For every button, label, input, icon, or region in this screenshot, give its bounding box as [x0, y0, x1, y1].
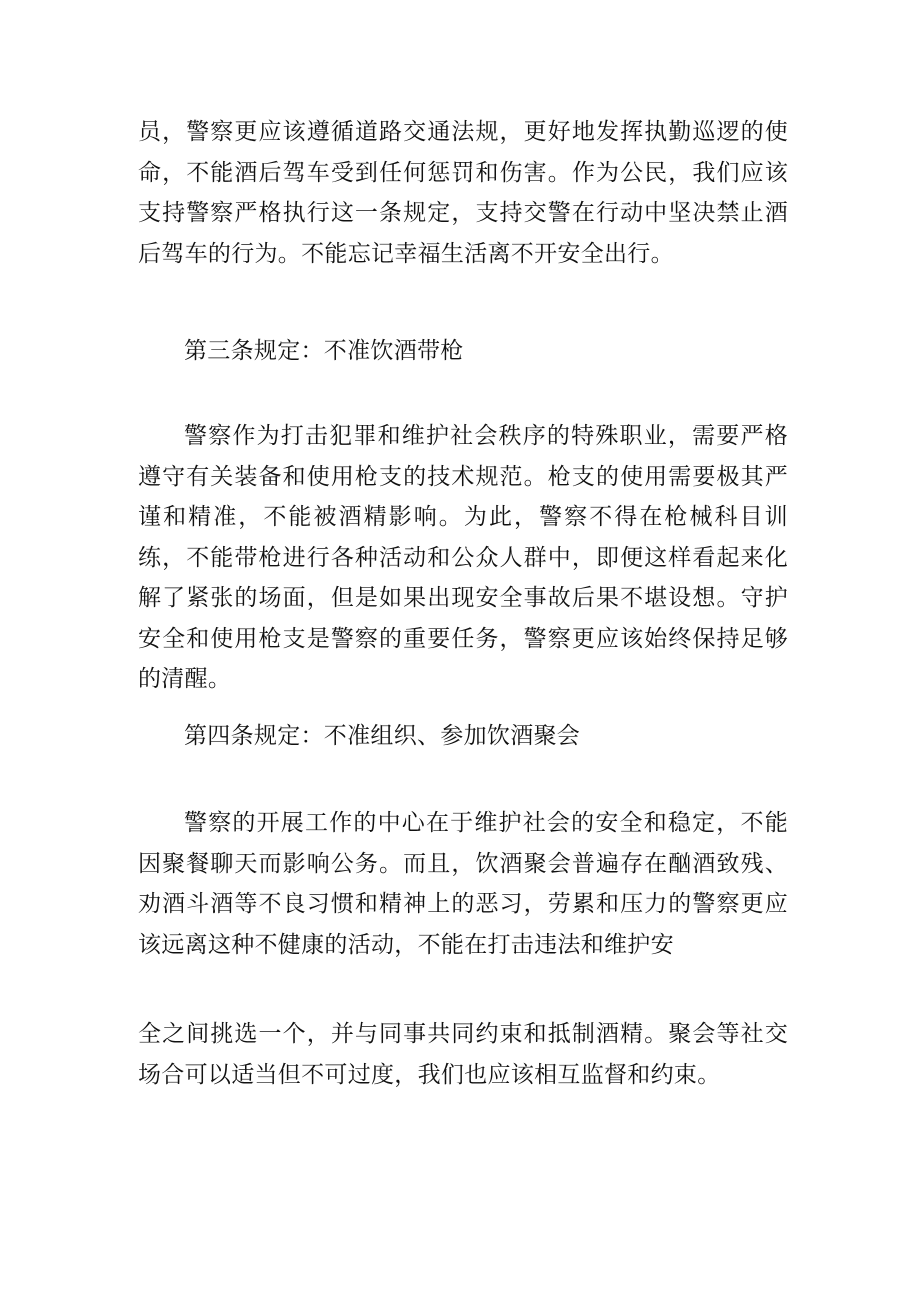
- paragraph-rule-four: 警察的开展工作的中心在于维护社会的安全和稳定，不能因聚餐聊天而影响公务。而且，饮酒聚会普遍存在酗酒致残、劝酒斗酒等不良习惯和精神上的恶习，劳累和压力的警察更应该远离这种不健康的活动，不能在打击违法和维护安: [138, 810, 788, 958]
- paragraph-drunk-driving-continued: 员，警察更应该遵循道路交通法规，更好地发挥执勤巡逻的使命，不能酒后驾车受到任何惩罚和伤害。作为公民，我们应该支持警察严格执行这一条规定，支持交警在行动中坚决禁止酒后驾车的行为。不能忘记幸福生活离不开安全出行。: [138, 119, 788, 267]
- paragraph-rule-three: 警察作为打击犯罪和维护社会秩序的特殊职业，需要严格遵守有关装备和使用枪支的技术规范。枪支的使用需要极其严谨和精准，不能被酒精影响。为此，警察不得在枪械科目训练，不能带枪进行各种活动和公众人群中，即便这样看起来化解了紧张的场面，但是如果出现安全事故后果不堪设想。守护安全和使用枪支是警察的重要任务，警察更应该始终保持足够的清醒。: [138, 423, 788, 692]
- heading-rule-four: 第四条规定：不准组织、参加饮酒聚会: [184, 723, 581, 749]
- heading-rule-three: 第三条规定：不准饮酒带枪: [184, 338, 464, 364]
- paragraph-rule-four-continued: 全之间挑选一个，并与同事共同约束和抵制酒精。聚会等社交场合可以适当但不可过度，我们也应该相互监督和约束。: [138, 1021, 788, 1088]
